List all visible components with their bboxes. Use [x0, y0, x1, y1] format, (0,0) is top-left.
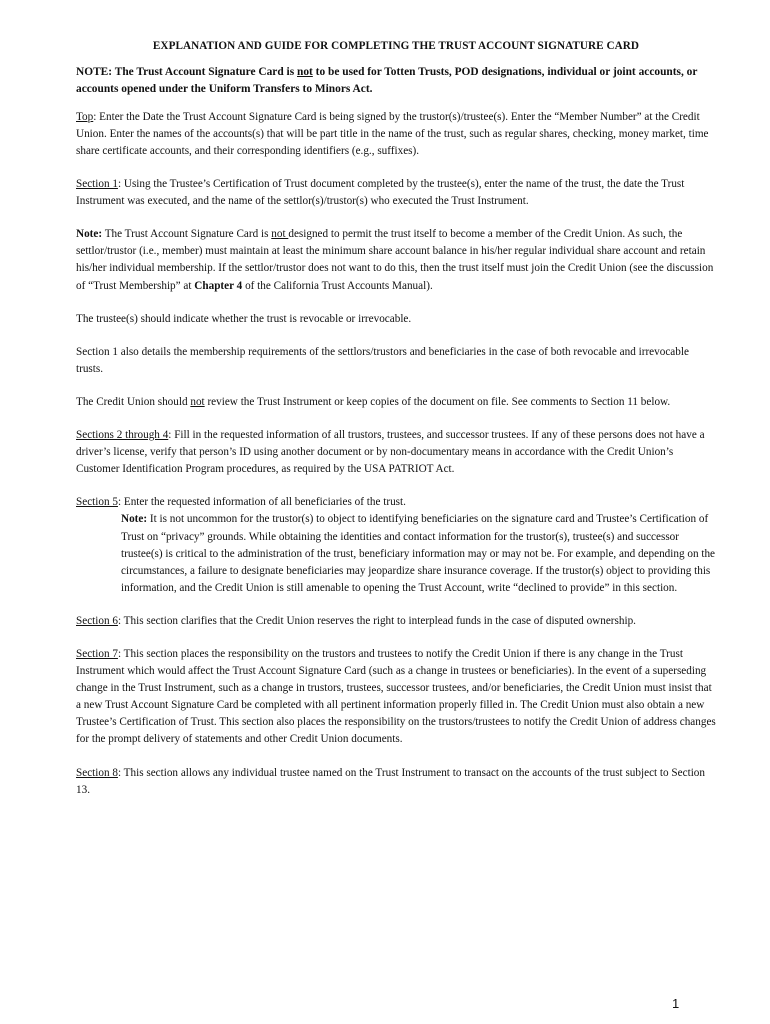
section8-paragraph	[76, 765, 716, 799]
section5-note-text: It is not uncommon for the trustor(s) to object to identifying beneficiaries on the signature card and Trustee’s Certification of Trust on “privacy” grounds. While obtaining the identities and contact information for the trustor(s), trustee(s) and successor trustee(s) is critical to the administration of the trust, beneficiary information may or may not be. For example, and depending on the circumstances, a failure to designate beneficiaries may jeopardize share insurance coverage. If the trustor(s) object to providing this information, and the Credit Union is still amenable to opening the Trust Account, write “declined to provide” in this section.	[121, 513, 716, 594]
note-heading-text-a: NOTE: The Trust Account Signature Card is	[76, 66, 297, 78]
membership-note-paragraph	[76, 226, 716, 294]
sections2-4-label: Sections 2 through 4	[76, 429, 169, 442]
section7-paragraph	[76, 646, 716, 749]
section5-note-paragraph	[121, 511, 716, 596]
section1-text: : Using the Trustee’s Certification of Trust document completed by the trustee(s), enter the name of the trust, the date the Trust Instrument was executed, and the name of the settlor(s)/trustor(s) who executed the Trust Instrument.	[76, 178, 685, 208]
section5-text: : Enter the requested information of all beneficiaries of the trust.	[117, 496, 406, 509]
section8-text: : This section allows any individual trustee named on the Trust Instrument to transact on the accounts of the trust subject to Section 13.	[76, 766, 705, 796]
review-paragraph	[76, 394, 716, 411]
page-title: EXPLANATION AND GUIDE FOR COMPLETING THE TRUST ACCOUNT SIGNATURE CARD	[152, 40, 640, 52]
membership-note-label: Note:	[76, 228, 103, 241]
section5-note-label: Note:	[121, 513, 148, 526]
document-page	[76, 40, 716, 815]
sections2-4-text: : Fill in the requested information of all trustors, trustees, and successor trustees. If any of these persons does not have a driver’s license, verify that person’s ID using another document or by non-documentary means in accordance with the Credit Union’s Customer Identification Program procedures, as required by the USA PATRIOT Act.	[76, 429, 705, 476]
review-emphasis: not	[190, 395, 205, 408]
section5-label: Section 5	[76, 496, 118, 509]
section6-text: : This section clarifies that the Credit Union reserves the right to interplead funds in the case of disputed ownership.	[117, 614, 636, 627]
section7-text: : This section places the responsibility on the trustors and trustees to notify the Credit Union if there is any change in the Trust Instrument which would affect the Trust Account Signature Card (such as a change in trustees or beneficiaries). In the event of a superseding change in the Trust Instrument, such as a change in trustors, trustees, successor trustees, and/or beneficiaries, the Credit Union must insist that a new Trust Account Signature Card be completed with all pertinent information properly filled in. The Credit Union must also obtain a new Trustee’s Certification of Trust. This section also places the responsibility on the trustors/trustees to notify the Credit Union of address changes for the prompt delivery of statements and other Credit Union documents.	[76, 647, 716, 746]
review-text-a: The Credit Union should	[76, 395, 191, 408]
chapter-reference: Chapter 4	[194, 279, 243, 292]
top-text: : Enter the Date the Trust Account Signature Card is being signed by the trustor(s)/trustee(s). Enter the “Member Number” at the Credit Union. Enter the names of the accounts(s) that will be part title in the name of the trust, such as regular shares, checking, money market, time share certificate accounts, and their corresponding identifiers (e.g., suffixes).	[76, 110, 709, 157]
review-text-b: review the Trust Instrument or keep copies of the document on file. See comments to Section 11 below.	[204, 395, 671, 408]
membership-note-text-a: The Trust Account Signature Card is	[102, 228, 272, 241]
membership-note-emphasis: not	[271, 228, 289, 241]
section1-label: Section 1	[76, 178, 118, 191]
top-paragraph	[76, 109, 716, 160]
top-label: Top	[76, 110, 94, 123]
section1-paragraph	[76, 176, 716, 210]
membership-note-text-b: designed to permit the trust itself to become a member of the Credit Union. As such, the settlor/trustor (i.e., member) must maintain at least the minimum share account balance in his/her regular individual share account and retain his/her individual membership. If the settlor/trustor does not want to do this, then the trust itself must join the Credit Union (see the discussion of “Trust Membership” at	[76, 228, 714, 292]
note-heading	[76, 64, 716, 99]
page-number: 1	[672, 996, 680, 1011]
section5-paragraph	[76, 494, 716, 511]
section6-label: Section 6	[76, 614, 118, 627]
membership-note-text-c: of the California Trust Accounts Manual).	[242, 279, 433, 292]
note-heading-text-b: to be used for Totten Trusts, POD designations, individual or joint accounts, or accounts opened under the Uniform Transfers to Minors Act.	[76, 66, 698, 96]
note-heading-emphasis: not	[297, 66, 313, 78]
sections2-4-paragraph	[76, 427, 716, 478]
section7-label: Section 7	[76, 647, 118, 660]
revocable-paragraph: The trustee(s) should indicate whether the trust is revocable or irrevocable.	[76, 312, 412, 325]
section8-label: Section 8	[76, 766, 118, 779]
section6-paragraph	[76, 613, 716, 630]
section1-also-paragraph: Section 1 also details the membership requirements of the settlors/trustors and beneficiaries in the case of both revocable and irrevocable trusts.	[76, 345, 689, 375]
